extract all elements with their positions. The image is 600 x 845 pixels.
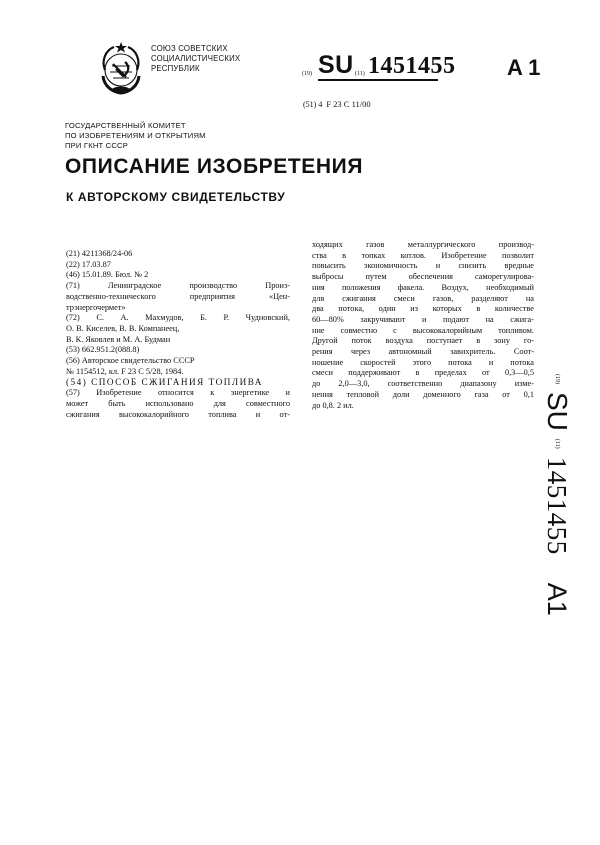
country-code: SU [318,51,354,79]
biblio-line: трэнергочермет» [66,302,126,312]
vertical-patent-id [541,370,573,616]
abstract-line: сжигания высококалорийного топлива и от- [66,409,290,419]
abstract-line: (57) Изобретение относится к энергетике и [66,388,290,398]
committee-line: ПО ИЗОБРЕТЕНИЯМ И ОТКРЫТИЯМ [65,131,206,140]
biblio-line: (21) 4211368/24-06 [66,249,133,258]
biblio-line: (72) С. А. Махмудов, Б. Р. Чудновский, [66,313,290,323]
biblio-line: В. К. Яковлев и М. А. Будман [66,334,171,344]
union-line: СОЦИАЛИСТИЧЕСКИХ [151,54,241,63]
invention-title: (54) СПОСОБ СЖИГАНИЯ ТОПЛИВА [66,377,263,388]
union-line: СОЮЗ СОВЕТСКИХ [151,44,228,53]
abstract-line: ния положения факела. Воздух, необходимый [312,282,534,292]
biblio-line: водственно-технического предприятия «Цен- [66,291,290,301]
code-51: (51) 4 [303,100,323,109]
abstract-line: для сжигания смеси газов, разделяют на [312,293,534,303]
abstract-line: до 2,0—3,0, соответственно диапазону изме- [312,379,534,389]
abstract-line: ние совместно с высококалорийным топливом. [312,325,534,335]
abstract-line: до 0,8. 2 ил. [312,400,354,410]
vertical-patent-number: 1451455 [542,456,573,555]
biblio-line: (22) 17.03.87 [66,259,111,269]
vertical-code-11: (11) [554,438,560,449]
biblio-line: (56) Авторское свидетельство СССР [66,356,195,366]
abstract-line: Другой поток воздуха поступает в зону го- [312,336,534,346]
abstract-line: рения через автономный завихритель. Соот- [312,347,534,357]
document-title: ОПИСАНИЕ ИЗОБРЕТЕНИЯ [65,155,364,178]
abstract-line: ходящих газов металлургического производ- [312,240,534,249]
abstract-line: 60—80% закручивают и подают на сжига- [312,314,534,324]
ussr-emblem-icon [92,40,150,98]
abstract-line: повысить экономичность и снизить вредные [312,261,534,271]
committee-line: ГОСУДАРСТВЕННЫЙ КОМИТЕТ [65,121,186,130]
abstract-line: смеси поддерживают в пределах от 0,3—0,5 [312,368,534,378]
ipc-value: F 23 C 11/00 [326,99,371,109]
abstract-line: два потока, один из которых в количестве [312,304,534,314]
ipc-classification [303,99,371,109]
abstract-line: выбросы путем обеспечения саморегулирова- [312,272,534,282]
abstract-line: может быть использовано для совместного [66,398,290,408]
committee-block [65,121,206,151]
vertical-code-19: (19) [554,374,560,384]
biblio-line: (71) Ленинградское производство Произ- [66,281,290,291]
vertical-kind: A1 [542,582,573,616]
kind-code: A 1 [507,55,541,80]
abstract-line: ства в топках котлов. Изобретение позволит [312,250,534,260]
biblio-line: (53) 662.951.2(088.8) [66,345,140,355]
abstract-column [312,240,534,411]
biblio-line: О. В. Киселев, В. В. Компанеец, [66,323,180,333]
committee-line: ПРИ ГКНТ СССР [65,141,128,150]
abstract-line: ношение скоростей этого потока и потока [312,357,534,367]
code-19: (19) [302,71,312,77]
vertical-country: SU [542,392,573,431]
code-11: (11) [355,71,365,77]
document-subtitle: К АВТОРСКОМУ СВИДЕТЕЛЬСТВУ [66,190,286,204]
union-line: РЕСПУБЛИК [151,64,200,73]
biblio-line: (46) 15.01.89. Бюл. № 2 [66,270,149,280]
bibliographic-column [66,249,290,420]
biblio-line: № 1154512, кл. F 23 C 5/28, 1984. [66,366,184,376]
patent-number: 1451455 [368,53,456,79]
union-name [151,44,240,74]
abstract-line: нения тепловой доли доменного газа от 0,1 [312,389,534,399]
